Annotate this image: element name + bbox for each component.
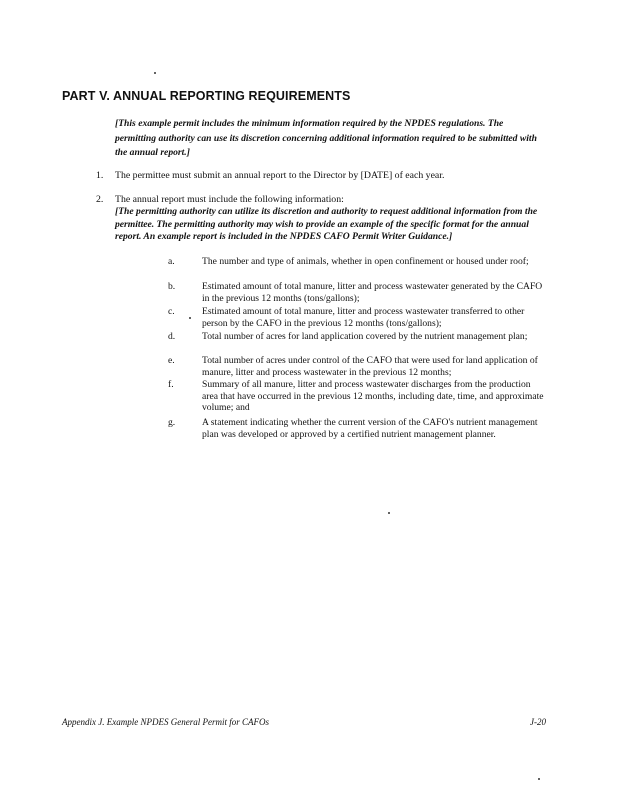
intro-note: [This example permit includes the minimum information required by the NPDES regulations. The permitting authority can use its discretion concerning additional information required to be submitted with the annual report.] bbox=[115, 118, 537, 158]
subitem-letter: b. bbox=[168, 281, 176, 292]
subitem-letter: f. bbox=[168, 379, 174, 390]
subitem-text: The number and type of animals, whether in open confinement or housed under roof; bbox=[202, 256, 529, 267]
subitem-text: Estimated amount of total manure, litter and process wastewater generated by the CAFO in the previous 12 months (tons/gallons); bbox=[202, 281, 543, 304]
item-2-number: 2. bbox=[96, 194, 104, 205]
scan-speck bbox=[154, 72, 156, 74]
scan-speck bbox=[189, 317, 191, 319]
subitem-letter: g. bbox=[168, 417, 176, 428]
subitem-text: Total number of acres under control of the CAFO that were used for land application of manure, litter and process wastewater in the previous 12 months; bbox=[202, 355, 538, 378]
item-1-text: The permittee must submit an annual report to the Director by [DATE] of each year. bbox=[115, 170, 445, 181]
section-heading: PART V. ANNUAL REPORTING REQUIREMENTS bbox=[62, 89, 351, 103]
subitem-text: Summary of all manure, litter and process wastewater discharges from the production area that have occurred in the previous 12 months, including date, time, and approximate volume; and bbox=[202, 379, 544, 413]
item-1-number: 1. bbox=[96, 170, 104, 181]
scan-speck bbox=[388, 512, 390, 514]
subitem-letter: e. bbox=[168, 355, 175, 366]
footer-label: Appendix J. Example NPDES General Permit for CAFOs bbox=[62, 717, 269, 727]
page-number: J-20 bbox=[530, 717, 546, 727]
subitem-text: Estimated amount of total manure, litter and process wastewater transferred to other person by the CAFO in the previous 12 months (tons/gallons); bbox=[202, 306, 525, 329]
item-2-note: [The permitting authority can utilize its discretion and authority to request additional information from the permittee. The permitting authority may wish to provide an example of the specific format for the annual report. An example report is included in the NPDES CAFO Permit Writer Guidance.] bbox=[115, 206, 538, 242]
subitem-letter: c. bbox=[168, 306, 175, 317]
subitem-letter: d. bbox=[168, 331, 176, 342]
subitem-letter: a. bbox=[168, 256, 175, 267]
subitem-text: Total number of acres for land application covered by the nutrient management plan; bbox=[202, 331, 528, 342]
scan-speck bbox=[538, 778, 540, 780]
subitem-text: A statement indicating whether the current version of the CAFO's nutrient management plan was developed or approved by a certified nutrient management planner. bbox=[202, 417, 538, 440]
item-2-text: The annual report must include the following information: bbox=[115, 194, 344, 205]
